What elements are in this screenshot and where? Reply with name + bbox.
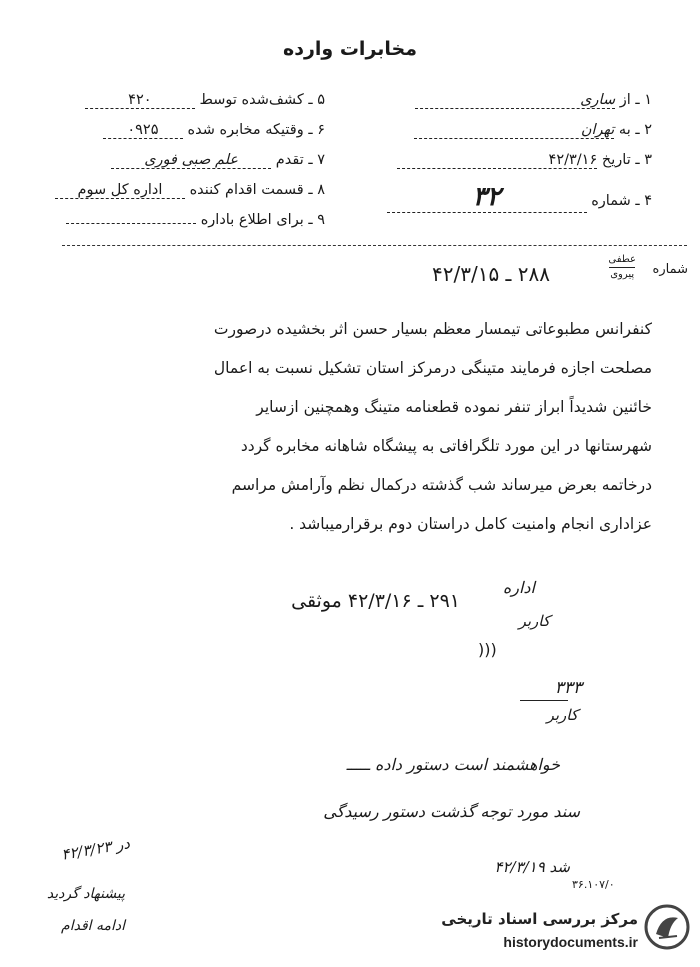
field-sent-time-label: ۶ ـ وقتیکه مخابره شده [187, 122, 325, 138]
body-line-2: مصلحت اجازه فرمایند متینگی درمرکز استان تشکیل نسبت به اعمال [213, 359, 652, 377]
handwritten-note-b1: ۳۳۳ [554, 678, 582, 698]
reference-sub-rule [609, 267, 635, 268]
handwritten-note-a1: اداره [502, 578, 535, 597]
field-from-label: ۱ ـ از [619, 92, 652, 108]
handwritten-note-d1: در ۴۲/۳/۲۳ [59, 834, 132, 864]
field-date-value: ۴۲/۳/۱۶ [397, 152, 597, 169]
confirmation-number: ۲۹۱ ـ ۴۲/۳/۱۶ موثقی [291, 590, 460, 612]
field-number-label: ۴ ـ شماره [591, 193, 652, 209]
field-action-unit [55, 182, 325, 199]
watermark-logo-icon [644, 904, 690, 950]
handwritten-note-d2: پیشنهاد گردید [46, 886, 125, 902]
handwritten-note-c3: شد ۴۲/۳/۱۹ [494, 858, 570, 876]
field-from-value: ساری [415, 92, 615, 109]
field-info-to-value [66, 223, 196, 224]
reference-value: ۲۸۸ ـ ۴۲/۳/۱۵ [432, 262, 550, 286]
field-decoded-by [85, 92, 325, 109]
field-to-label: ۲ ـ به [618, 122, 652, 138]
field-sent-time-value: ۰۹۲۵ [103, 122, 183, 139]
field-info-to [66, 212, 325, 228]
handwritten-note-d3: ادامه اقدام [61, 918, 125, 934]
handwritten-note-b2: کاربر [546, 706, 578, 724]
field-from [415, 92, 652, 109]
field-number-value: ۳۲ [387, 182, 587, 213]
field-info-to-label: ۹ ـ برای اطلاع باداره [200, 212, 325, 228]
field-to [414, 122, 652, 139]
field-priority-label: ۷ ـ تقدم [275, 152, 325, 168]
field-date-label: ۳ ـ تاریخ [601, 152, 652, 168]
field-action-unit-label: ۸ ـ قسمت اقدام کننده [189, 182, 325, 198]
field-to-value: تهران [414, 122, 614, 139]
field-sent-time [103, 122, 325, 139]
field-priority [111, 152, 325, 169]
body-line-1: کنفرانس مطبوعاتی تیمسار معظم بسیار حسن اثر بخشیده درصورت [213, 320, 652, 338]
document-stamp-number: ۳۶.۱۰۷/۰ [572, 878, 615, 891]
body-line-5: درخاتمه بعرض میرساند شب گذشته درکمال نظم وآرامش مراسم [231, 476, 652, 494]
divider-line [62, 245, 687, 246]
field-decoded-by-value: ۴۲۰ [85, 92, 195, 109]
watermark-url: historydocuments.ir [503, 934, 638, 950]
watermark-org-name: مرکز بررسی اسناد تاریخی [441, 910, 638, 928]
handwritten-rule [520, 700, 568, 701]
body-line-3: خائنین شدیداً ابراز تنفر نموده قطعنامه متینگ وهمچنین ازسایر [256, 398, 652, 416]
reference-sub-bottom: پیروی [610, 269, 635, 280]
page-title: مخابرات وارده [283, 38, 417, 60]
field-priority-value: علم صبی فوری [111, 152, 271, 169]
body-line-4: شهرستانها در این مورد تلگرافاتی به پیشگاه شاهانه مخابره گردد [240, 437, 652, 455]
handwritten-note-a2: کاربر [518, 612, 550, 630]
handwritten-note-c2: سند مورد توجه گذشت دستور رسیدگی [323, 802, 580, 821]
body-line-6: عزاداری انجام وامنیت کامل دراستان دوم برقرارمیباشد . [289, 515, 652, 533]
field-decoded-by-label: ۵ ـ کشف‌شده توسط [199, 92, 325, 108]
handwritten-marks: ))) [478, 640, 497, 659]
field-number [387, 182, 652, 213]
reference-sub-top: عطفی [608, 254, 636, 265]
reference-label: شماره [652, 262, 688, 277]
field-date [397, 152, 652, 169]
handwritten-note-c1: خواهشمند است دستور داده ـــــ [346, 755, 560, 774]
reference-sub-labels [608, 254, 636, 281]
field-action-unit-value: اداره کل سوم [55, 182, 185, 199]
